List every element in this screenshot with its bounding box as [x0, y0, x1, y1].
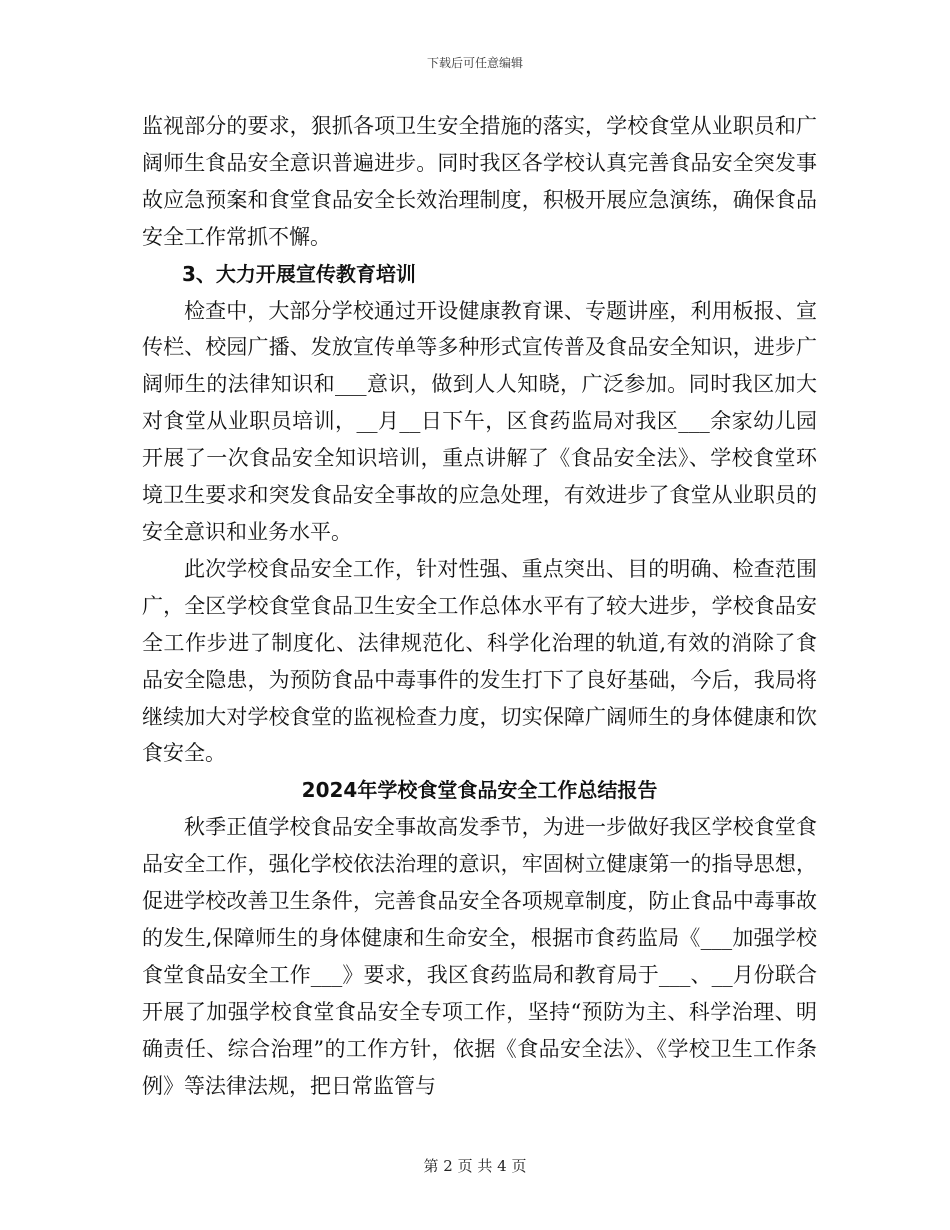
paragraph-continuation: 监视部分的要求，狠抓各项卫生安全措施的落实，学校食堂从业职员和广阔师生食品安全意识普遍进步。同时我区各学校认真完善食品安全突发事故应急预案和食堂食品安全长效治理制度，积极开展应急演练，确保食品安全工作常抓不懈。	[142, 114, 817, 249]
document-body	[142, 108, 817, 1104]
page-number-footer: 第 2 页 共 4 页	[423, 1157, 527, 1175]
report-title: 2024年学校食堂食品安全工作总结报告	[301, 778, 658, 803]
paragraph-report-intro: 秋季正值学校食品安全事故高发季节，为进一步做好我区学校食堂食品安全工作，强化学校依法治理的意识，牢固树立健康第一的指导思想，促进学校改善卫生条件，完善食品安全各项规章制度，防止食品中毒事故的发生,保障师生的身体健康和生命安全，根据市食药监局《___加强学校食堂食品安全工作___》要求，我区食药监局和教育局于___、__月份联合开展了加强学校食堂食品安全专项工作，坚持“预防为主、科学治理、明确责任、综合治理”的工作方针，依据《食品安全法》、《学校卫生工作条例》等法律法规，把日常监管与	[142, 815, 817, 1098]
page-header-note: 下载后可任意编辑	[426, 56, 523, 70]
paragraph-training: 检查中，大部分学校通过开设健康教育课、专题讲座，利用板报、宣传栏、校园广播、发放宣传单等多种形式宣传普及食品安全知识，进步广阔师生的法律知识和___意识，做到人人知晓，广泛参加。同时我区加大对食堂从业职员培训，__月__日下午，区食药监局对我区___余家幼儿园开展了一次食品安全知识培训，重点讲解了《食品安全法》、学校食堂环境卫生要求和突发食品安全事故的应急处理，有效进步了食堂从业职员的安全意识和业务水平。	[142, 298, 817, 544]
section-heading: 3、大力开展宣传教育培训	[182, 261, 416, 286]
paragraph-summary: 此次学校食品安全工作，针对性强、重点突出、目的明确、检查范围广，全区学校食堂食品卫生安全工作总体水平有了较大进步，学校食品安全工作步进了制度化、法律规范化、科学化治理的轨道,有效的消除了食品安全隐患，为预防食品中毒事件的发生打下了良好基础，今后，我局将继续加大对学校食堂的监视检查力度，切实保障广阔师生的身体健康和饮食安全。	[142, 556, 817, 766]
